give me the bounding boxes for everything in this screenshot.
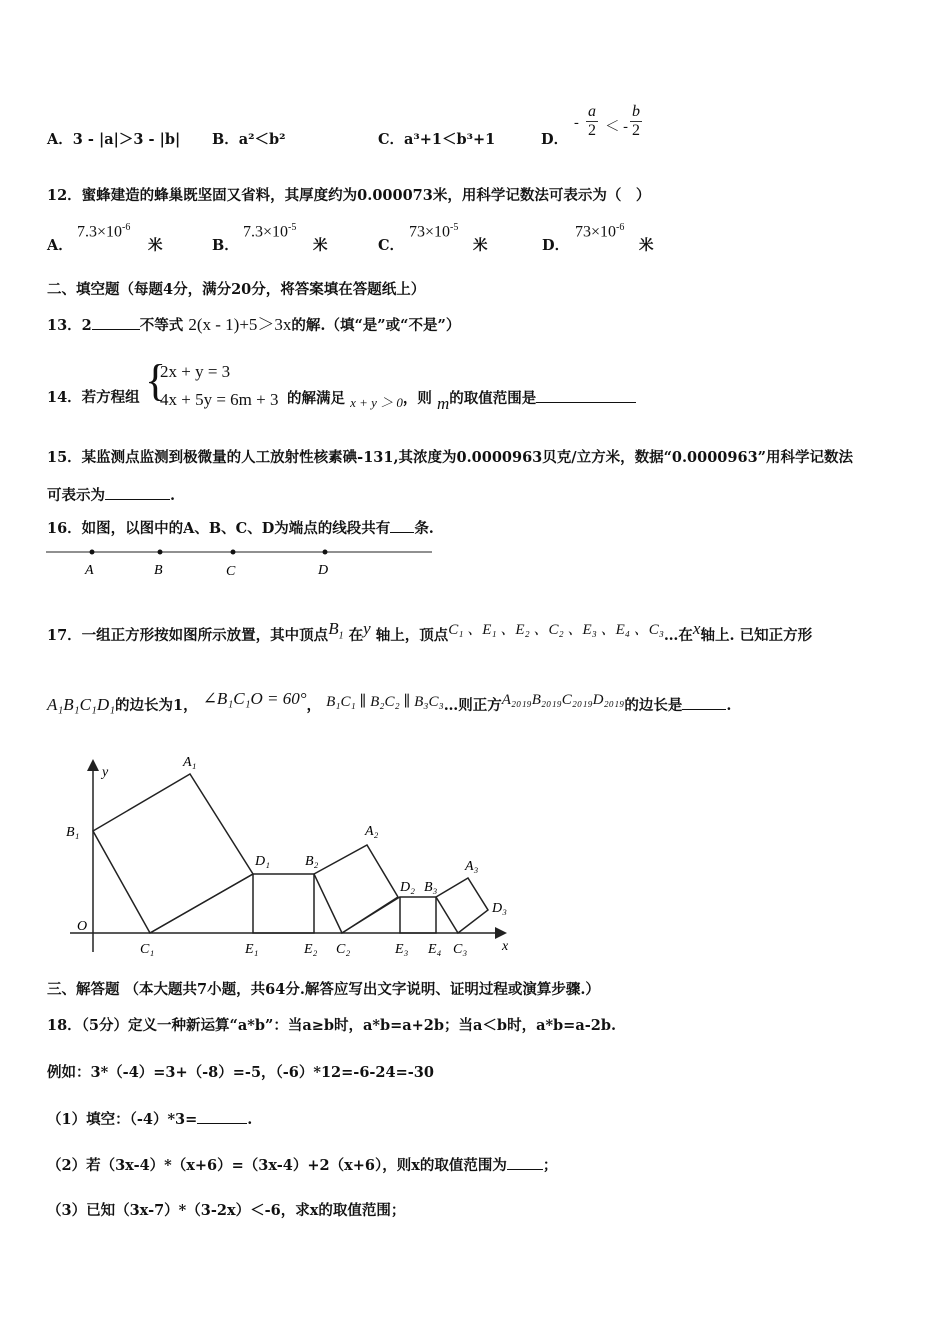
label-a: A bbox=[85, 563, 94, 578]
label-c: C bbox=[226, 564, 236, 579]
q11-option-b: B．a²＜b² bbox=[212, 131, 286, 148]
square-e1e2 bbox=[253, 874, 314, 933]
q11-option-c: C．a³+1＜b³+1 bbox=[378, 131, 496, 148]
point-c bbox=[231, 550, 236, 555]
q14-rest: 的解满足 x + y ＞ 0，则 m的取值范围是 bbox=[287, 388, 636, 409]
q13: 13．2 不等式 2(x - 1)+5＞3x的解.（填“是”或“不是”） bbox=[47, 315, 461, 334]
q18-part3: （3）已知（3x-7）*（3-2x）＜-6，求x的取值范围； bbox=[47, 1202, 406, 1219]
label-d: D bbox=[318, 563, 329, 578]
fig-label-x: x bbox=[502, 939, 509, 954]
fig-label-e3: E₃ bbox=[395, 942, 409, 957]
q17-squares-figure bbox=[60, 752, 530, 962]
q15-line2: 可表示为 . bbox=[47, 487, 176, 504]
q18-example: 例如：3*（-4）=3+（-8）=-5，（-6）*12=-6-24=-30 bbox=[47, 1064, 434, 1081]
fig-label-c3: C₃ bbox=[453, 942, 468, 957]
square-3 bbox=[436, 878, 488, 933]
fig-label-d1: D₁ bbox=[255, 854, 270, 869]
fig-label-c1: C₁ bbox=[140, 942, 155, 957]
fig-label-e1: E₁ bbox=[245, 942, 259, 957]
q11-option-a: A．3 - |a|＞3 - |b| bbox=[47, 131, 181, 148]
q17-line1: 17．一组正方形按如图所示放置，其中顶点$B_1$ 在y 轴上，顶点C₁ 、E₁ 、E₂ 、C₂ 、E₃ 、E₄ 、C₃…在x轴上. 已知正方形 bbox=[47, 619, 813, 644]
q12-options: A． $7.3\times 10^{-6}$ 米 B． $7.3\times 10^{-5}$ 米 C． $73\times 10^{-5}$ 米 D． $73\times 10^{-6}$ 米 bbox=[47, 222, 654, 254]
fig-label-d3: D₃ bbox=[492, 901, 507, 916]
point-d bbox=[323, 550, 328, 555]
fig-label-b1: B₁ bbox=[66, 825, 80, 840]
q12-stem: 12．蜜蜂建造的蜂巢既坚固又省料，其厚度约为0.000073米，用科学记数法可表示为（ ） bbox=[47, 187, 651, 204]
fraction-b-over-2: $\frac{b}{2}$ bbox=[632, 103, 640, 139]
q14-eq2: 4x + 5y = 6m + 3 bbox=[160, 390, 279, 409]
square-1 bbox=[93, 774, 253, 933]
fig-label-a2: A₂ bbox=[365, 824, 379, 839]
fig-label-b3: B₃ bbox=[424, 880, 438, 895]
system-brace: { bbox=[145, 356, 167, 405]
fig-label-a3: A₃ bbox=[465, 859, 479, 874]
fig-label-y: y bbox=[102, 765, 109, 780]
q16-line-figure bbox=[40, 542, 440, 582]
section-3-title: 三、解答题 （本大题共7小题，共64分.解答应写出文字说明、证明过程或演算步骤.） bbox=[47, 981, 600, 998]
square-2 bbox=[314, 845, 398, 933]
square-e3e4 bbox=[400, 897, 436, 933]
fig-label-b2: B₂ bbox=[305, 854, 319, 869]
label-b: B bbox=[154, 563, 163, 578]
q14-prefix: 14．若方程组 bbox=[47, 389, 140, 406]
fig-label-c2: C₂ bbox=[336, 942, 351, 957]
fig-label-e2: E₂ bbox=[304, 942, 318, 957]
q18-stem: 18．（5分）定义一种新运算“a*b”：当a≥b时，a*b=a+2b；当a＜b时，a*b=a-2b. bbox=[47, 1017, 617, 1034]
fraction-a-over-2: $\frac{a}{2}$ bbox=[588, 103, 596, 139]
fig-label-o: O bbox=[77, 919, 88, 934]
fig-label-d2: D₂ bbox=[400, 880, 415, 895]
fig-label-a1: A₁ bbox=[183, 755, 197, 770]
q15-line1: 15．某监测点监测到极微量的人工放射性核素碘-131,其浓度为0.0000963贝克/立方米，数据“0.0000963”用科学记数法 bbox=[47, 449, 854, 466]
fig-label-e4: E₄ bbox=[428, 942, 442, 957]
point-b bbox=[158, 550, 163, 555]
point-a bbox=[90, 550, 95, 555]
section-2-title: 二、填空题（每题4分，满分20分，将答案填在答题纸上） bbox=[47, 281, 426, 298]
q17-line2: A₁B₁C₁D₁的边长为1， ∠B₁C₁O = 60°， B₁C₁ ∥ B₂C₂ ∥ B₃C₃…则正方A₂₀₁₉B₂₀₁₉C₂₀₁₉D₂₀₁₉的边长是 . bbox=[47, 689, 732, 714]
q18-part2: （2）若（3x-4）*（x+6）=（3x-4）+2（x+6），则x的取值范围为 ； bbox=[47, 1157, 558, 1174]
q14-eq1: 2x + y = 3 bbox=[160, 362, 231, 381]
q16-text: 16．如图，以图中的A、B、C、D为端点的线段共有 条. bbox=[47, 520, 434, 537]
q18-part1: （1）填空：（-4）*3= . bbox=[47, 1111, 253, 1128]
